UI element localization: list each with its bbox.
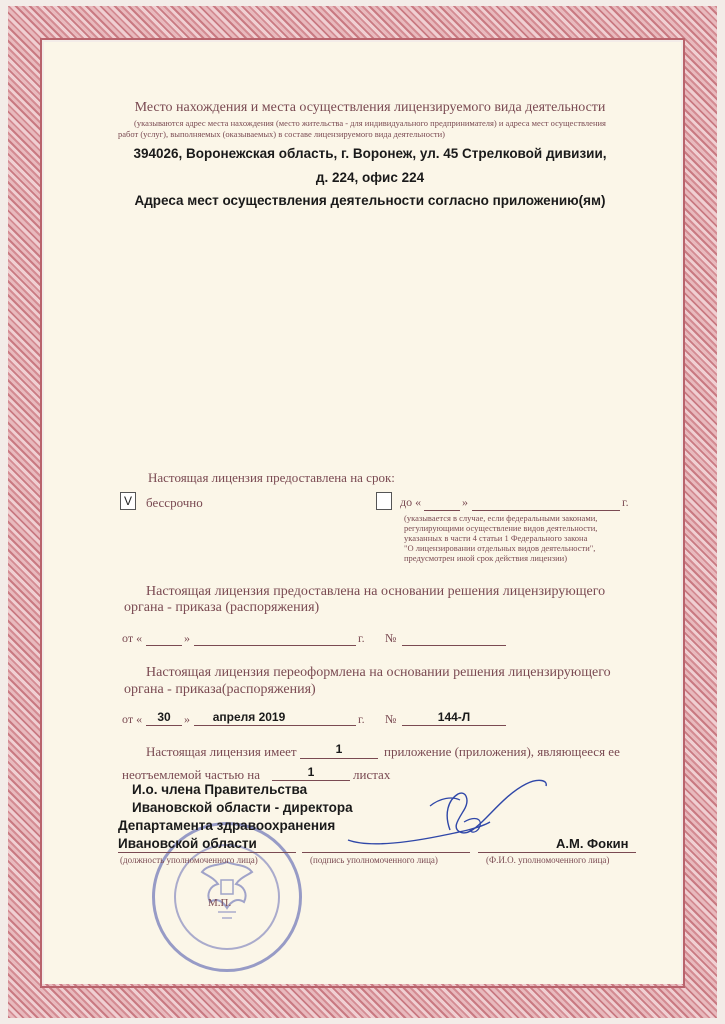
attachments-count-line	[300, 758, 378, 759]
address-line1: 394026, Воронежская область, г. Воронеж, ул. 45 Стрелковой дивизии,	[133, 146, 607, 161]
section-title: Место нахождения и места осуществления лицензируемого вида деятельности	[134, 100, 606, 115]
until-year-suffix: г.	[622, 495, 629, 509]
reissue-year-suffix: г.	[358, 712, 365, 726]
attachments-sheets: 1	[307, 765, 315, 779]
indefinite-checkbox: V	[120, 492, 136, 510]
term-note-1: (указывается в случае, если федеральными законами,	[404, 513, 598, 523]
term-label: Настоящая лицензия предоставлена на срок:	[148, 470, 395, 485]
signatory-position-1: И.о. члена Правительства	[132, 782, 308, 797]
caption-name: (Ф.И.О. уполномоченного лица)	[486, 855, 610, 865]
address-line2: д. 224, офис 224	[315, 170, 425, 185]
reissue-date-line	[194, 725, 356, 726]
attachments-sheets-line	[272, 780, 350, 781]
caption-position: (должность уполномоченного лица)	[120, 855, 258, 865]
attachments-line1-suffix: приложение (приложения), являющееся ее	[384, 744, 620, 759]
grant-quote-close: »	[184, 631, 190, 645]
grant-day-line	[146, 645, 182, 646]
coat-of-arms-icon	[196, 856, 258, 926]
attachments-line1-prefix: Настоящая лицензия имеет	[146, 744, 297, 759]
signatory-position-2: Ивановской области - директора	[132, 800, 353, 815]
attachments-count: 1	[335, 742, 343, 756]
attachments-line2-prefix: неотъемлемой частью на	[122, 767, 261, 782]
term-note-2: регулирующими осуществление видов деятельности,	[404, 523, 598, 533]
grant-year-suffix: г.	[358, 631, 365, 645]
grant-date-line	[194, 645, 356, 646]
indefinite-label: бессрочно	[146, 495, 203, 510]
seal-label: М.П.	[208, 897, 232, 909]
grant-line2: органа - приказа (распоряжения)	[124, 600, 320, 615]
reissue-day: 30	[157, 710, 171, 724]
term-note-3: указанных в части 4 статьи 1 Федерального закона	[404, 533, 588, 543]
reissue-number-label: №	[385, 712, 397, 726]
attachments-line2-suffix: листах	[353, 767, 391, 782]
until-prefix: до «	[400, 495, 422, 509]
grant-number-label: №	[385, 631, 397, 645]
until-date-line	[472, 510, 620, 511]
grant-line1: Настоящая лицензия предоставлена на основании решения лицензирующего	[146, 584, 606, 599]
reissue-line2: органа - приказа(распоряжения)	[124, 682, 316, 697]
position-line	[118, 852, 296, 853]
section-note-line2: работ (услуг), выполняемых (оказываемых) в составе лицензируемого вида деятельности)	[118, 129, 446, 139]
signatory-name: А.М. Фокин	[556, 836, 629, 851]
term-note-5: предусмотрен иной срок действия лицензии)	[404, 553, 568, 563]
term-note-4: "О лицензировании отдельных видов деятельности",	[404, 543, 596, 553]
reissue-number: 144-Л	[437, 710, 471, 724]
signatory-position-4: Ивановской области	[118, 836, 257, 851]
until-checkbox	[376, 492, 392, 510]
reissue-from-prefix: от «	[122, 712, 143, 726]
reissue-line1: Настоящая лицензия переоформлена на основании решения лицензирующего	[146, 665, 611, 680]
reissue-number-line	[402, 725, 506, 726]
grant-number-line	[402, 645, 506, 646]
until-quote-close: »	[462, 495, 468, 509]
reissue-quote-close: »	[184, 712, 190, 726]
reissue-day-line	[146, 725, 182, 726]
section-note-line1: (указываются адрес места нахождения (место жительства - для индивидуального предпринимателя) и адреса мест осуществления	[134, 118, 606, 128]
until-day-line	[424, 510, 460, 511]
reissue-month-year: апреля 2019	[212, 710, 286, 724]
signatory-position-3: Департамента здравоохранения	[118, 818, 336, 833]
grant-from-prefix: от «	[122, 631, 143, 645]
address-line3: Адреса мест осуществления деятельности согласно приложению(ям)	[134, 193, 606, 208]
handwritten-signature-icon	[340, 770, 560, 870]
caption-signature: (подпись уполномоченного лица)	[310, 855, 438, 865]
